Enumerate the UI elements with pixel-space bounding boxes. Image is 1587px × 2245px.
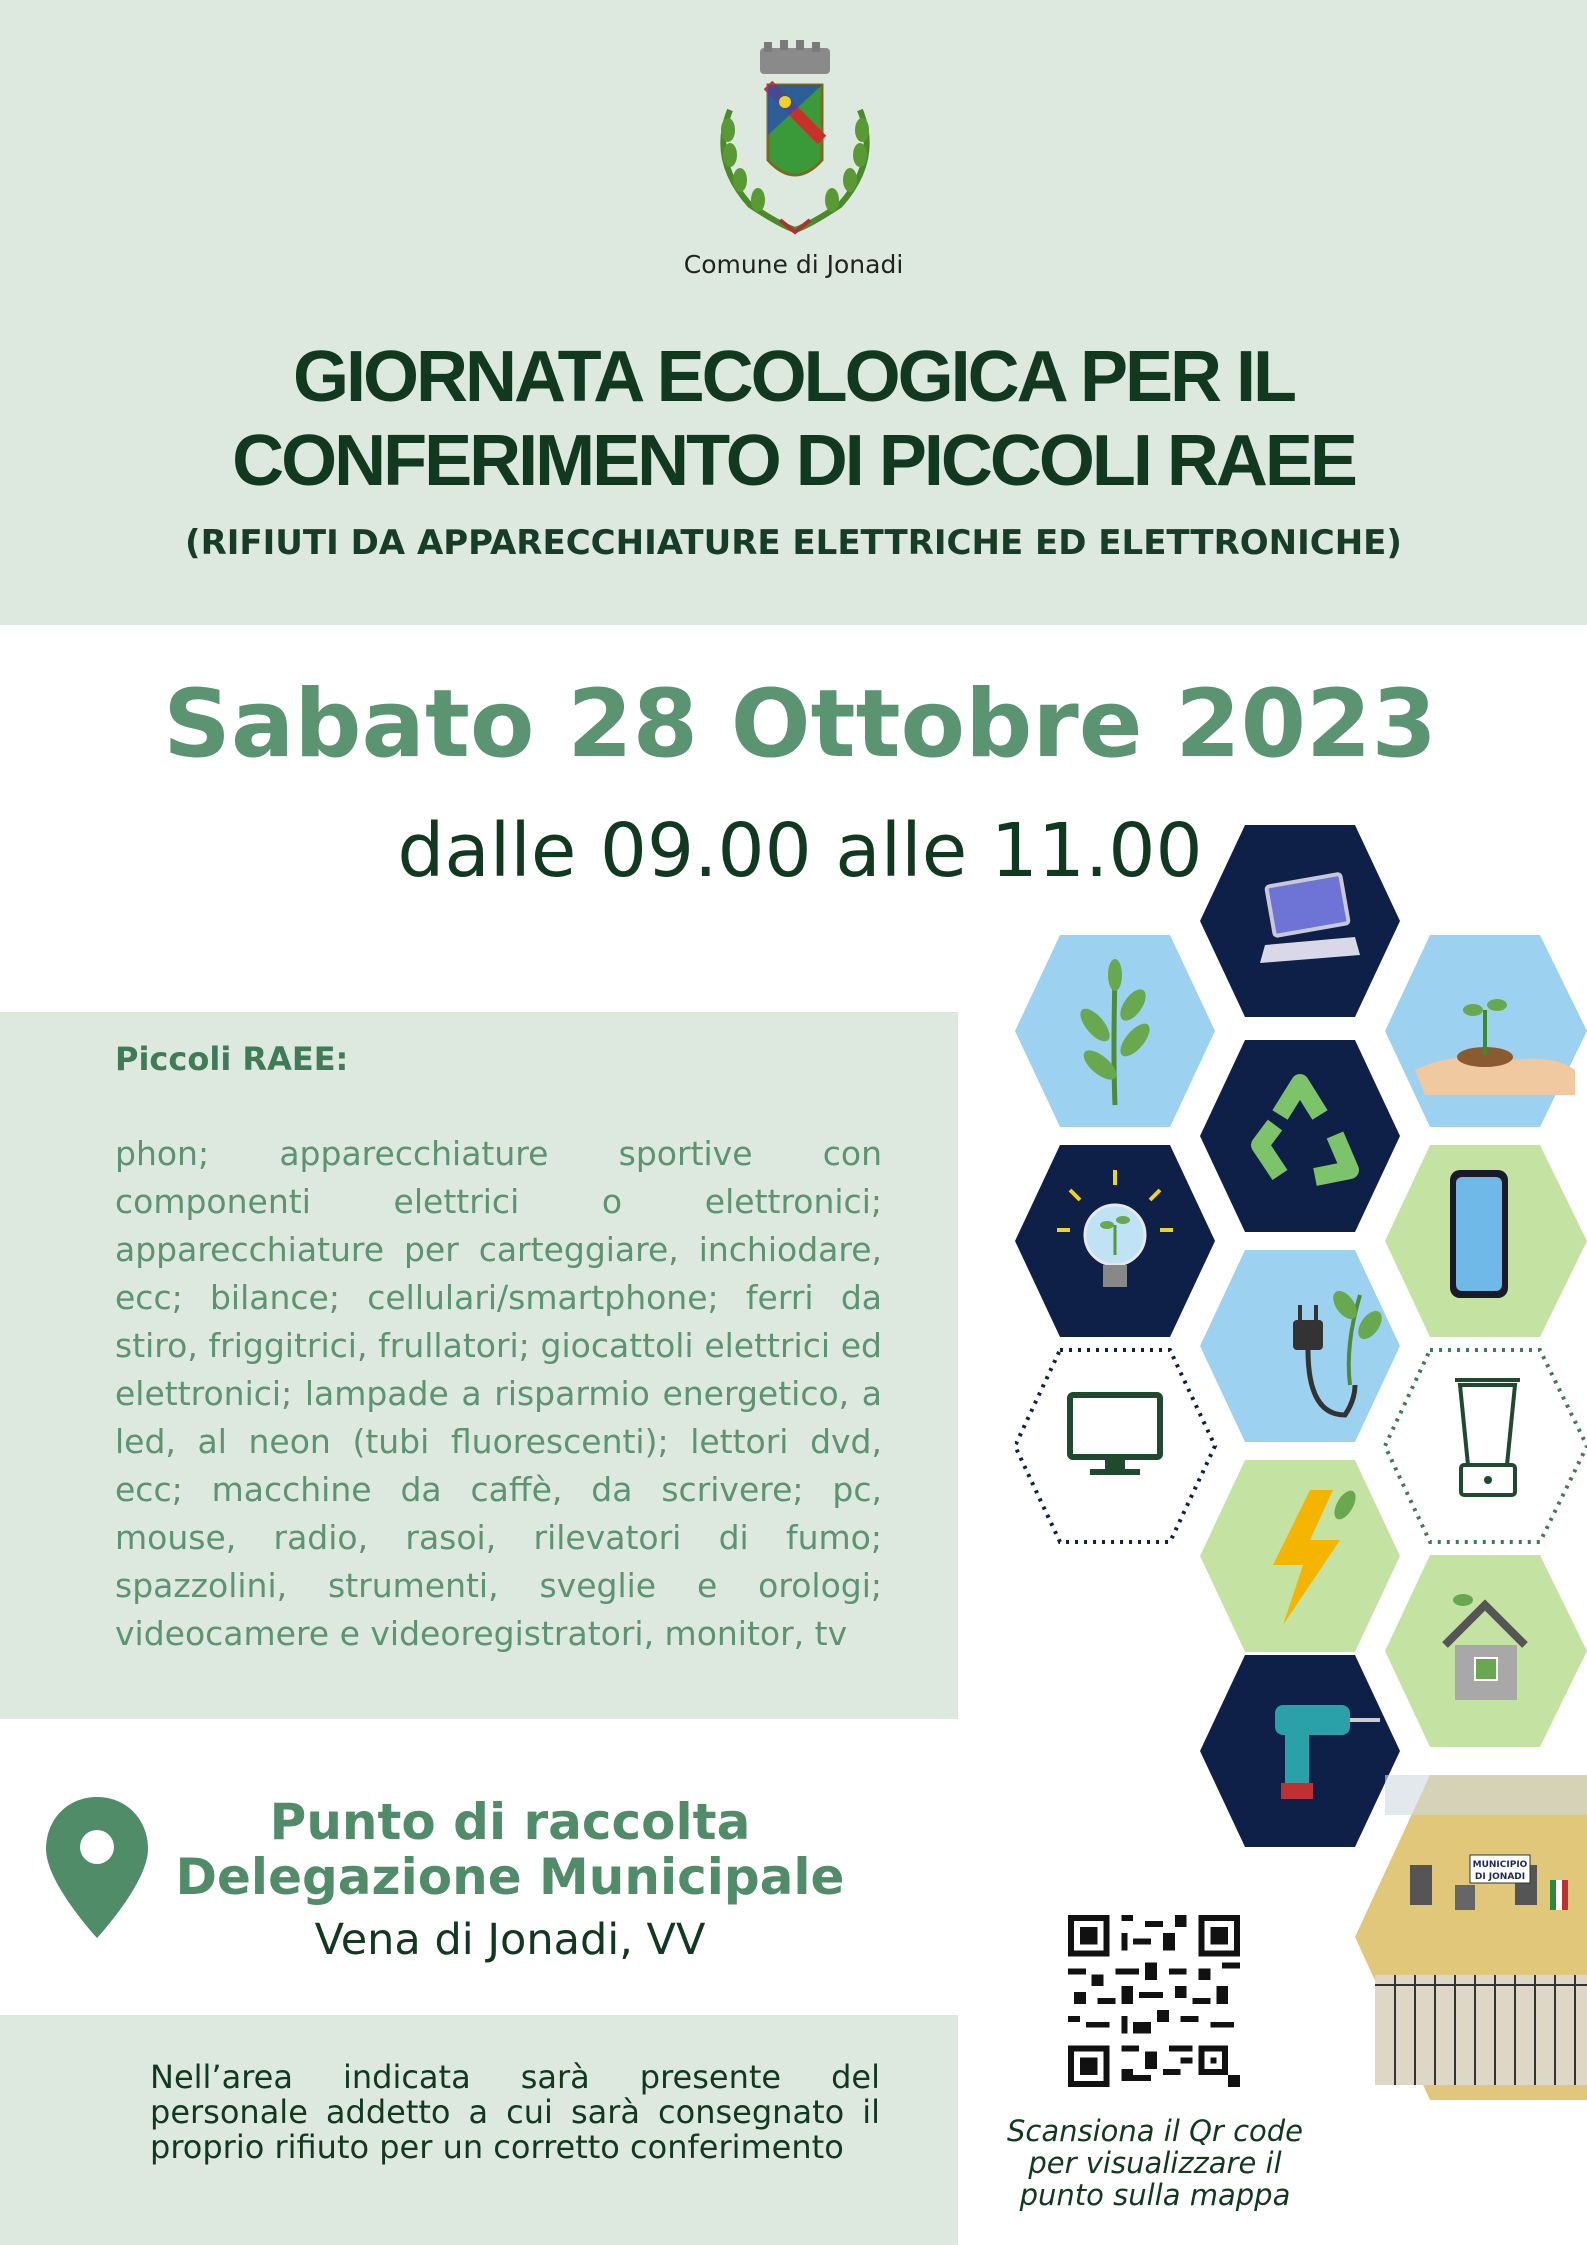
plant-icon [1015, 935, 1215, 1127]
subtitle: (RIFIUTI DA APPARECCHIATURE ELETTRICHE ED ELETTRONICHE) [185, 523, 1402, 563]
collection-point [160, 1795, 860, 1905]
location-pin-icon [42, 1795, 152, 1940]
title-line-2: CONFERIMENTO DI PICCOLI RAEE [232, 421, 1355, 501]
recycle-icon [1200, 1040, 1400, 1232]
event-time: dalle 09.00 alle 11.00 [397, 808, 1203, 894]
hexagon-icon-cluster [1015, 825, 1587, 2245]
qr-caption-line-2: per visualizzare il [1028, 2146, 1282, 2180]
drill-icon [1200, 1655, 1400, 1847]
smartphone-icon [1385, 1145, 1587, 1337]
items-list: phon; apparecchiature sportive con componenti elettrici o elettronici; apparecchiature per carteggiare, inchiodare, ecc; bilance; cellulari/smartphone; ferri da stiro, friggitrici, frullatori; giocattoli elettrici ed elettronici; lampade a risparmio energetico, a led, al neon (tubi fluorescenti); lettori dvd, ecc; macchine da caffè, da scrivere; pc, mouse, radio, rasoi, rilevatori di fumo; spazzolini, strumenti, sveglie e orologi; videocamere e videoregistratori, monitor, tv [115, 1134, 882, 1653]
collection-point-name: Delegazione Municipale [175, 1848, 845, 1906]
event-date: Sabato 28 Ottobre 2023 [163, 670, 1437, 779]
collection-place: Vena di Jonadi, VV [314, 1915, 706, 1965]
collection-point-label: Punto di raccolta [269, 1793, 751, 1851]
municipio-building-photo [1355, 1775, 1587, 2100]
title-line-1: GIORNATA ECOLOGICA PER IL [293, 337, 1294, 417]
items-heading: Piccoli RAEE: [115, 1040, 349, 1078]
municipality-name: Comune di Jonadi [683, 250, 904, 279]
coat-of-arms [700, 40, 890, 240]
building-sign-line-2: DI JONADI [1474, 1872, 1526, 1882]
building-sign-line-1: MUNICIPIO [1472, 1860, 1528, 1870]
laptop-icon [1200, 825, 1400, 1017]
lightbulb-icon [1015, 1145, 1215, 1337]
plug-icon [1200, 1250, 1400, 1442]
house-icon [1385, 1555, 1587, 1747]
blender-icon [1385, 1350, 1587, 1542]
monitor-icon [1015, 1350, 1215, 1542]
note-text: Nell’area indicata sarà presente del personale addetto a cui sarà consegnato il proprio rifiuto per un corretto conferimento [150, 2058, 880, 2166]
qr-caption-line-1: Scansiona il Qr code [1006, 2114, 1304, 2148]
lightning-icon [1200, 1460, 1400, 1652]
hand-plant-icon [1385, 935, 1587, 1127]
qr-caption-line-3: punto sulla mappa [1019, 2178, 1291, 2212]
page-title [60, 335, 1527, 503]
